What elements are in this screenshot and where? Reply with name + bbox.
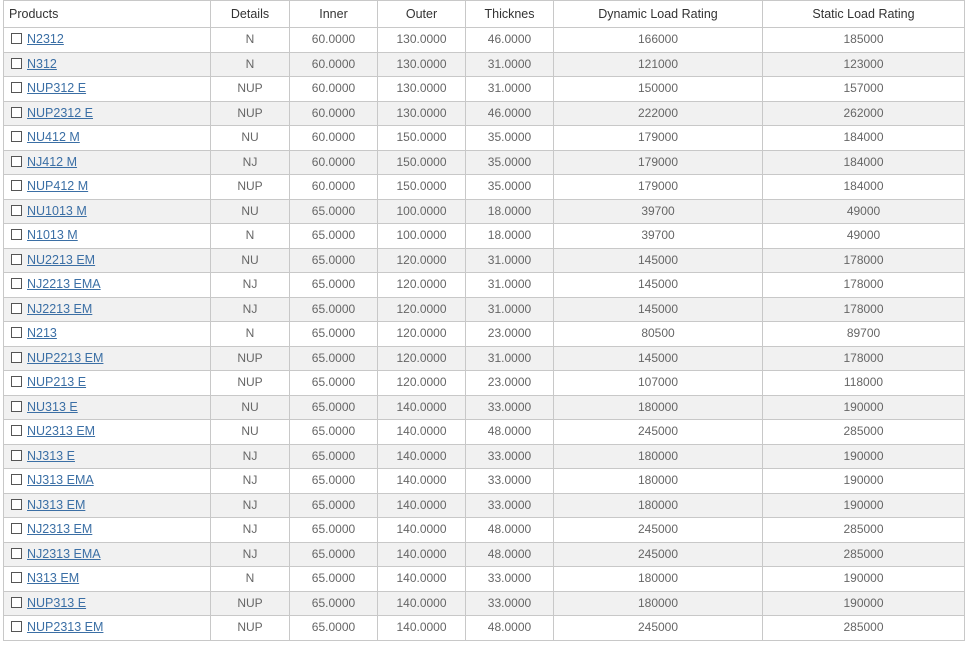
product-link[interactable]: N313 EM — [27, 571, 80, 586]
inner-cell: 60.0000 — [290, 126, 378, 151]
thickness-cell: 35.0000 — [466, 126, 554, 151]
details-cell: NUP — [211, 591, 290, 616]
table-row — [4, 420, 965, 445]
thickness-cell: 31.0000 — [466, 346, 554, 371]
product-link[interactable]: NU2313 EM — [27, 424, 96, 439]
inner-cell: 65.0000 — [290, 346, 378, 371]
table-row — [4, 469, 965, 494]
product-cell — [4, 542, 211, 567]
dynamic-load-rating-cell: 166000 — [554, 28, 763, 53]
inner-cell: 65.0000 — [290, 322, 378, 347]
outer-cell: 100.0000 — [378, 199, 466, 224]
outer-cell: 140.0000 — [378, 493, 466, 518]
product-cell — [4, 420, 211, 445]
outer-cell: 130.0000 — [378, 52, 466, 77]
dynamic-load-rating-cell: 180000 — [554, 469, 763, 494]
product-link[interactable]: NJ313 E — [27, 448, 75, 463]
outer-cell: 140.0000 — [378, 444, 466, 469]
product-cell — [4, 126, 211, 151]
select-checkbox[interactable] — [11, 254, 22, 265]
product-cell — [4, 297, 211, 322]
outer-cell: 140.0000 — [378, 395, 466, 420]
thickness-cell: 35.0000 — [466, 175, 554, 200]
details-cell: N — [211, 224, 290, 249]
outer-cell: 140.0000 — [378, 616, 466, 641]
dynamic-load-rating-cell: 121000 — [554, 52, 763, 77]
select-checkbox[interactable] — [11, 229, 22, 240]
product-cell — [4, 150, 211, 175]
dynamic-load-rating-cell: 39700 — [554, 199, 763, 224]
dynamic-load-rating-cell: 80500 — [554, 322, 763, 347]
details-cell: NJ — [211, 297, 290, 322]
product-cell — [4, 248, 211, 273]
table-row — [4, 224, 965, 249]
thickness-cell: 46.0000 — [466, 101, 554, 126]
select-checkbox[interactable] — [11, 425, 22, 436]
inner-cell: 60.0000 — [290, 101, 378, 126]
table-row — [4, 542, 965, 567]
static-load-rating-cell: 118000 — [763, 371, 965, 396]
product-link[interactable]: NU2213 EM — [27, 252, 96, 267]
product-link[interactable]: NJ2313 EMA — [27, 546, 101, 561]
thickness-cell: 33.0000 — [466, 444, 554, 469]
product-link[interactable]: N213 — [27, 326, 57, 341]
inner-cell: 65.0000 — [290, 567, 378, 592]
product-link[interactable]: N2312 — [27, 32, 64, 47]
product-cell — [4, 199, 211, 224]
product-cell — [4, 591, 211, 616]
table-row — [4, 518, 965, 543]
static-load-rating-cell: 49000 — [763, 224, 965, 249]
details-cell: NJ — [211, 542, 290, 567]
thickness-cell: 33.0000 — [466, 395, 554, 420]
static-load-rating-cell: 262000 — [763, 101, 965, 126]
product-link[interactable]: NJ2213 EMA — [27, 277, 101, 292]
select-checkbox[interactable] — [11, 278, 22, 289]
product-cell — [4, 395, 211, 420]
static-load-rating-cell: 285000 — [763, 518, 965, 543]
product-cell — [4, 77, 211, 102]
details-cell: NUP — [211, 101, 290, 126]
outer-cell: 140.0000 — [378, 518, 466, 543]
dynamic-load-rating-cell: 145000 — [554, 273, 763, 298]
dynamic-load-rating-cell: 245000 — [554, 518, 763, 543]
details-cell: N — [211, 52, 290, 77]
dynamic-load-rating-cell: 180000 — [554, 493, 763, 518]
table-row — [4, 77, 965, 102]
product-cell — [4, 175, 211, 200]
inner-cell: 65.0000 — [290, 616, 378, 641]
static-load-rating-cell: 184000 — [763, 175, 965, 200]
outer-cell: 100.0000 — [378, 224, 466, 249]
dynamic-load-rating-cell: 145000 — [554, 297, 763, 322]
product-link[interactable]: NJ313 EMA — [27, 473, 94, 488]
column-header-inner[interactable]: Inner — [290, 1, 378, 28]
select-checkbox[interactable] — [11, 572, 22, 583]
column-header-details[interactable]: Details — [211, 1, 290, 28]
inner-cell: 65.0000 — [290, 248, 378, 273]
dynamic-load-rating-cell: 245000 — [554, 420, 763, 445]
static-load-rating-cell: 285000 — [763, 420, 965, 445]
dynamic-load-rating-cell: 179000 — [554, 150, 763, 175]
inner-cell: 65.0000 — [290, 395, 378, 420]
thickness-cell: 48.0000 — [466, 542, 554, 567]
details-cell: NU — [211, 248, 290, 273]
static-load-rating-cell: 190000 — [763, 395, 965, 420]
details-cell: NU — [211, 199, 290, 224]
product-cell — [4, 273, 211, 298]
inner-cell: 60.0000 — [290, 150, 378, 175]
table-row — [4, 101, 965, 126]
table-row — [4, 52, 965, 77]
thickness-cell: 48.0000 — [466, 420, 554, 445]
inner-cell: 65.0000 — [290, 444, 378, 469]
select-checkbox[interactable] — [11, 107, 22, 118]
inner-cell: 65.0000 — [290, 297, 378, 322]
column-header-dynamic-load-rating[interactable]: Dynamic Load Rating — [554, 1, 763, 28]
static-load-rating-cell: 49000 — [763, 199, 965, 224]
details-cell: NUP — [211, 77, 290, 102]
inner-cell: 65.0000 — [290, 273, 378, 298]
dynamic-load-rating-cell: 145000 — [554, 346, 763, 371]
product-link[interactable]: NUP2312 E — [27, 105, 94, 120]
product-link[interactable]: NUP412 M — [27, 179, 89, 194]
static-load-rating-cell: 285000 — [763, 542, 965, 567]
inner-cell: 65.0000 — [290, 224, 378, 249]
outer-cell: 140.0000 — [378, 469, 466, 494]
table-header-row — [4, 1, 965, 28]
thickness-cell: 33.0000 — [466, 493, 554, 518]
inner-cell: 60.0000 — [290, 175, 378, 200]
product-cell — [4, 444, 211, 469]
outer-cell: 120.0000 — [378, 346, 466, 371]
dynamic-load-rating-cell: 180000 — [554, 395, 763, 420]
outer-cell: 150.0000 — [378, 175, 466, 200]
product-cell — [4, 567, 211, 592]
thickness-cell: 31.0000 — [466, 297, 554, 322]
table-row — [4, 371, 965, 396]
select-checkbox[interactable] — [11, 548, 22, 559]
details-cell: N — [211, 567, 290, 592]
select-checkbox[interactable] — [11, 327, 22, 338]
product-link[interactable]: NU313 E — [27, 399, 78, 414]
thickness-cell: 31.0000 — [466, 77, 554, 102]
outer-cell: 150.0000 — [378, 126, 466, 151]
product-link[interactable]: NUP213 E — [27, 375, 87, 390]
thickness-cell: 33.0000 — [466, 567, 554, 592]
table-row — [4, 567, 965, 592]
table-row — [4, 273, 965, 298]
select-checkbox[interactable] — [11, 499, 22, 510]
product-link[interactable]: NJ412 M — [27, 154, 78, 169]
dynamic-load-rating-cell: 179000 — [554, 175, 763, 200]
inner-cell: 60.0000 — [290, 52, 378, 77]
details-cell: NJ — [211, 273, 290, 298]
details-cell: NJ — [211, 469, 290, 494]
outer-cell: 130.0000 — [378, 77, 466, 102]
static-load-rating-cell: 123000 — [763, 52, 965, 77]
outer-cell: 120.0000 — [378, 371, 466, 396]
select-checkbox[interactable] — [11, 82, 22, 93]
outer-cell: 140.0000 — [378, 542, 466, 567]
details-cell: NUP — [211, 616, 290, 641]
product-link[interactable]: NUP312 E — [27, 81, 87, 96]
dynamic-load-rating-cell: 150000 — [554, 77, 763, 102]
table-row — [4, 126, 965, 151]
details-cell: NU — [211, 395, 290, 420]
product-link[interactable]: NJ2313 EM — [27, 522, 93, 537]
product-cell — [4, 346, 211, 371]
select-checkbox[interactable] — [11, 450, 22, 461]
static-load-rating-cell: 89700 — [763, 322, 965, 347]
thickness-cell: 31.0000 — [466, 248, 554, 273]
product-cell — [4, 469, 211, 494]
dynamic-load-rating-cell: 39700 — [554, 224, 763, 249]
dynamic-load-rating-cell: 107000 — [554, 371, 763, 396]
static-load-rating-cell: 157000 — [763, 77, 965, 102]
dynamic-load-rating-cell: 222000 — [554, 101, 763, 126]
select-checkbox[interactable] — [11, 621, 22, 632]
table-row — [4, 346, 965, 371]
inner-cell: 65.0000 — [290, 199, 378, 224]
details-cell: NJ — [211, 493, 290, 518]
product-cell — [4, 224, 211, 249]
select-checkbox[interactable] — [11, 401, 22, 412]
product-link[interactable]: NUP2313 EM — [27, 620, 104, 635]
dynamic-load-rating-cell: 245000 — [554, 542, 763, 567]
product-link[interactable]: NJ313 EM — [27, 497, 86, 512]
product-link[interactable]: NU1013 M — [27, 203, 87, 218]
static-load-rating-cell: 178000 — [763, 297, 965, 322]
outer-cell: 130.0000 — [378, 101, 466, 126]
table-row — [4, 199, 965, 224]
table-row — [4, 175, 965, 200]
static-load-rating-cell: 184000 — [763, 126, 965, 151]
table-row — [4, 493, 965, 518]
column-header-outer[interactable]: Outer — [378, 1, 466, 28]
product-cell — [4, 616, 211, 641]
details-cell: NJ — [211, 444, 290, 469]
thickness-cell: 48.0000 — [466, 616, 554, 641]
static-load-rating-cell: 178000 — [763, 346, 965, 371]
product-link[interactable]: N1013 M — [27, 228, 78, 243]
details-cell: NUP — [211, 175, 290, 200]
dynamic-load-rating-cell: 180000 — [554, 567, 763, 592]
outer-cell: 130.0000 — [378, 28, 466, 53]
select-checkbox[interactable] — [11, 131, 22, 142]
product-cell — [4, 322, 211, 347]
static-load-rating-cell: 185000 — [763, 28, 965, 53]
dynamic-load-rating-cell: 180000 — [554, 591, 763, 616]
products-table — [3, 0, 965, 641]
static-load-rating-cell: 190000 — [763, 493, 965, 518]
select-checkbox[interactable] — [11, 352, 22, 363]
outer-cell: 120.0000 — [378, 248, 466, 273]
outer-cell: 140.0000 — [378, 567, 466, 592]
thickness-cell: 18.0000 — [466, 224, 554, 249]
thickness-cell: 31.0000 — [466, 52, 554, 77]
static-load-rating-cell: 190000 — [763, 591, 965, 616]
product-cell — [4, 493, 211, 518]
table-row — [4, 395, 965, 420]
table-row — [4, 28, 965, 53]
table-row — [4, 616, 965, 641]
inner-cell: 65.0000 — [290, 420, 378, 445]
outer-cell: 140.0000 — [378, 591, 466, 616]
inner-cell: 65.0000 — [290, 469, 378, 494]
outer-cell: 140.0000 — [378, 420, 466, 445]
outer-cell: 120.0000 — [378, 297, 466, 322]
product-cell — [4, 52, 211, 77]
select-checkbox[interactable] — [11, 180, 22, 191]
details-cell: NU — [211, 126, 290, 151]
thickness-cell: 23.0000 — [466, 371, 554, 396]
details-cell: NU — [211, 420, 290, 445]
table-row — [4, 297, 965, 322]
dynamic-load-rating-cell: 245000 — [554, 616, 763, 641]
column-header-static-load-rating[interactable]: Static Load Rating — [763, 1, 965, 28]
thickness-cell: 35.0000 — [466, 150, 554, 175]
static-load-rating-cell: 184000 — [763, 150, 965, 175]
details-cell: NJ — [211, 150, 290, 175]
select-checkbox[interactable] — [11, 376, 22, 387]
select-checkbox[interactable] — [11, 58, 22, 69]
thickness-cell: 46.0000 — [466, 28, 554, 53]
product-cell — [4, 518, 211, 543]
static-load-rating-cell: 178000 — [763, 248, 965, 273]
static-load-rating-cell: 190000 — [763, 567, 965, 592]
inner-cell: 65.0000 — [290, 518, 378, 543]
column-header-products[interactable]: Products — [4, 1, 211, 28]
inner-cell: 65.0000 — [290, 591, 378, 616]
product-link[interactable]: N312 — [27, 56, 57, 71]
inner-cell: 65.0000 — [290, 371, 378, 396]
dynamic-load-rating-cell: 145000 — [554, 248, 763, 273]
outer-cell: 150.0000 — [378, 150, 466, 175]
table-row — [4, 591, 965, 616]
inner-cell: 60.0000 — [290, 28, 378, 53]
static-load-rating-cell: 190000 — [763, 444, 965, 469]
dynamic-load-rating-cell: 180000 — [554, 444, 763, 469]
outer-cell: 120.0000 — [378, 273, 466, 298]
product-link[interactable]: NJ2213 EM — [27, 301, 93, 316]
inner-cell: 60.0000 — [290, 77, 378, 102]
product-link[interactable]: NUP2213 EM — [27, 350, 104, 365]
details-cell: N — [211, 28, 290, 53]
select-checkbox[interactable] — [11, 303, 22, 314]
select-checkbox[interactable] — [11, 33, 22, 44]
outer-cell: 120.0000 — [378, 322, 466, 347]
table-row — [4, 150, 965, 175]
table-row — [4, 248, 965, 273]
details-cell: NJ — [211, 518, 290, 543]
table-row — [4, 322, 965, 347]
thickness-cell: 33.0000 — [466, 469, 554, 494]
static-load-rating-cell: 178000 — [763, 273, 965, 298]
inner-cell: 65.0000 — [290, 542, 378, 567]
product-link[interactable]: NU412 M — [27, 130, 80, 145]
select-checkbox[interactable] — [11, 156, 22, 167]
select-checkbox[interactable] — [11, 474, 22, 485]
column-header-thickness[interactable]: Thicknes — [466, 1, 554, 28]
select-checkbox[interactable] — [11, 597, 22, 608]
details-cell: N — [211, 322, 290, 347]
static-load-rating-cell: 285000 — [763, 616, 965, 641]
thickness-cell: 18.0000 — [466, 199, 554, 224]
inner-cell: 65.0000 — [290, 493, 378, 518]
dynamic-load-rating-cell: 179000 — [554, 126, 763, 151]
select-checkbox[interactable] — [11, 523, 22, 534]
static-load-rating-cell: 190000 — [763, 469, 965, 494]
thickness-cell: 48.0000 — [466, 518, 554, 543]
product-cell — [4, 371, 211, 396]
table-row — [4, 444, 965, 469]
thickness-cell: 23.0000 — [466, 322, 554, 347]
details-cell: NUP — [211, 346, 290, 371]
thickness-cell: 33.0000 — [466, 591, 554, 616]
product-cell — [4, 101, 211, 126]
product-link[interactable]: NUP313 E — [27, 595, 87, 610]
select-checkbox[interactable] — [11, 205, 22, 216]
product-cell — [4, 28, 211, 53]
details-cell: NUP — [211, 371, 290, 396]
thickness-cell: 31.0000 — [466, 273, 554, 298]
